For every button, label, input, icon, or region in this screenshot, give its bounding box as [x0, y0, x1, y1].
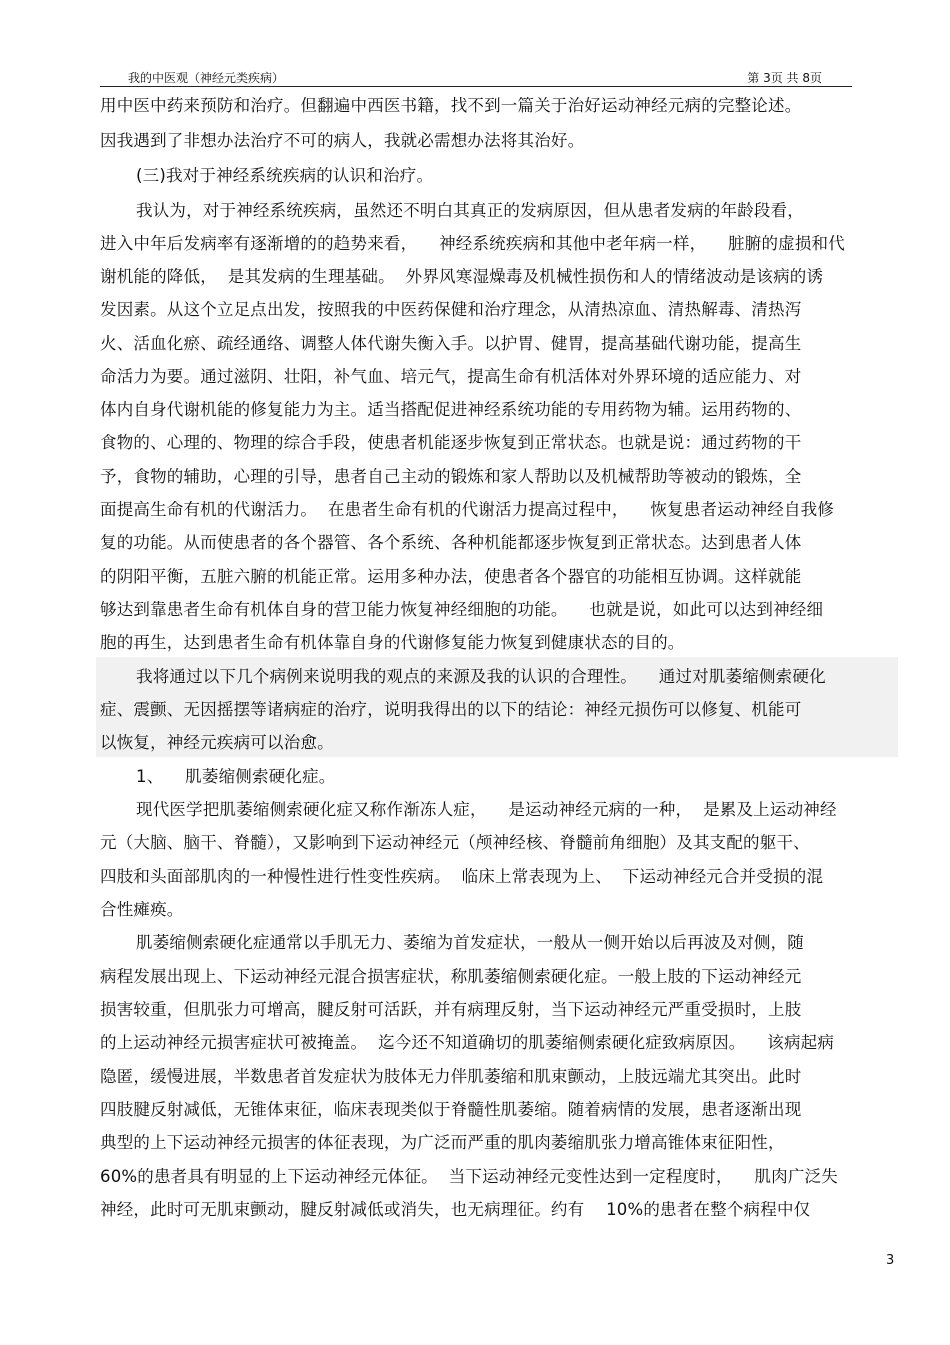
header-title: 我的中医观（神经元类疾病） [128, 71, 285, 85]
text-line: 元（大脑、脑干、脊髓），又影响到下运动神经元（颅神经核、脊髓前角细胞）及其支配的躯干、 [100, 833, 810, 852]
page-header [100, 66, 852, 87]
text-line: 以恢复，神经元疾病可以治愈。 [100, 733, 334, 752]
text-line: 肌萎缩侧索硬化症通常以手肌无力、萎缩为首发症状，一般从一侧开始以后再波及对侧，随 [136, 933, 804, 952]
text-line: 进入中年后发病率有逐渐增的的趋势来看， 神经系统疾病和其他中老年病一样， 脏腑的虚损和代 [100, 234, 845, 253]
text-line: 命活力为要。通过滋阴、壮阳，补气血、培元气，提高生命有机活体对外界环境的适应能力、对 [100, 367, 802, 386]
page-number: 3 [886, 1253, 895, 1268]
text-line: 症、震颤、无因摇摆等诸病症的治疗，说明我得出的以下的结论：神经元损伤可以修复、机能可 [100, 700, 802, 719]
text-line: 现代医学把肌萎缩侧索硬化症又称作渐冻人症， 是运动神经元病的一种， 是累及上运动神经 [136, 800, 837, 819]
text-line: 四肢腱反射减低，无锥体束征，临床表现类似于脊髓性肌萎缩。随着病情的发展，患者逐渐出现 [100, 1100, 802, 1119]
text-line: 病程发展出现上、下运动神经元混合损害症状，称肌萎缩侧索硬化症。一般上肢的下运动神经元 [100, 967, 802, 986]
header-page-info: 第 3页 共 8页 [747, 71, 822, 85]
text-line: 发因素。从这个立足点出发，按照我的中医药保健和治疗理念，从清热凉血、清热解毒、清热泻 [100, 300, 802, 319]
text-line: 1、 肌萎缩侧索硬化症。 [136, 767, 336, 786]
text-line: 复的功能。从而使患者的各个器管、各个系统、各种机能都逐步恢复到正常状态。达到患者人体 [100, 533, 802, 552]
text-line: 够达到靠患者生命有机体自身的营卫能力恢复神经细胞的功能。 也就是说，如此可以达到神经细 [100, 600, 824, 619]
text-line: 的阴阳平衡，五脏六腑的机能正常。运用多种办法，使患者各个器官的功能相互协调。这样就能 [100, 567, 802, 586]
text-line: 神经，此时可无肌束颤动，腱反射减低或消失，也无病理征。约有 10%的患者在整个病程中仅 [100, 1200, 811, 1219]
text-line: 火、活血化瘀、疏经通络、调整人体代谢失衡入手。以护胃、健胃，提高基础代谢功能，提高生 [100, 334, 802, 353]
text-line: 胞的再生，达到患者生命有机体靠自身的代谢修复能力恢复到健康状态的目的。 [100, 633, 685, 652]
text-line: 予，食物的辅助，心理的引导，患者自己主动的锻炼和家人帮助以及机械帮助等被动的锻炼，全 [100, 467, 802, 486]
text-line: 合性瘫痪。 [100, 900, 184, 919]
text-line: 损害较重，但肌张力可增高，腱反射可活跃，并有病理反射，当下运动神经元严重受损时，上肢 [100, 1000, 802, 1019]
text-line: 的上运动神经元损害症状可被掩盖。 迄今还不知道确切的肌萎缩侧索硬化症致病原因。 该病起病 [100, 1033, 835, 1052]
text-line: 谢机能的降低， 是其发病的生理基础。 外界风寒湿燥毒及机械性损伤和人的情绪波动是该病的诱 [100, 267, 824, 286]
text-line: 用中医中药来预防和治疗。但翻遍中西医书籍，找不到一篇关于治好运动神经元病的完整论述。 [100, 96, 802, 115]
text-line: 典型的上下运动神经元损害的体征表现，为广泛而严重的肌肉萎缩肌张力增高锥体束征阳性， [100, 1133, 785, 1152]
text-line: 面提高生命有机的代谢活力。 在患者生命有机的代谢活力提高过程中， 恢复患者运动神经自我修 [100, 500, 835, 519]
text-line: 我将通过以下几个病例来说明我的观点的来源及我的认识的合理性。 通过对肌萎缩侧索硬化 [136, 667, 826, 686]
text-line: 60%的患者具有明显的上下运动神经元体征。 当下运动神经元变性达到一定程度时， 肌肉广泛失 [100, 1167, 838, 1186]
text-line: 我认为，对于神经系统疾病，虽然还不明白其真正的发病原因，但从患者发病的年龄段看， [136, 201, 804, 220]
text-line: 食物的、心理的、物理的综合手段，使患者机能逐步恢复到正常状态。也就是说：通过药物的干 [100, 433, 802, 452]
text-line: 四肢和头面部肌肉的一种慢性进行性变性疾病。 临床上常表现为上、 下运动神经元合并受损的混 [100, 867, 824, 886]
text-line: (三)我对于神经系统疾病的认识和治疗。 [136, 166, 434, 185]
text-line: 体内自身代谢机能的修复能力为主。适当搭配促进神经系统功能的专用药物为辅。运用药物的、 [100, 400, 802, 419]
text-line: 因我遇到了非想办法治疗不可的病人，我就必需想办法将其治好。 [100, 131, 585, 150]
text-line: 隐匿，缓慢进展，半数患者首发症状为肢体无力伴肌萎缩和肌束颤动，上肢远端尤其突出。此时 [100, 1067, 802, 1086]
